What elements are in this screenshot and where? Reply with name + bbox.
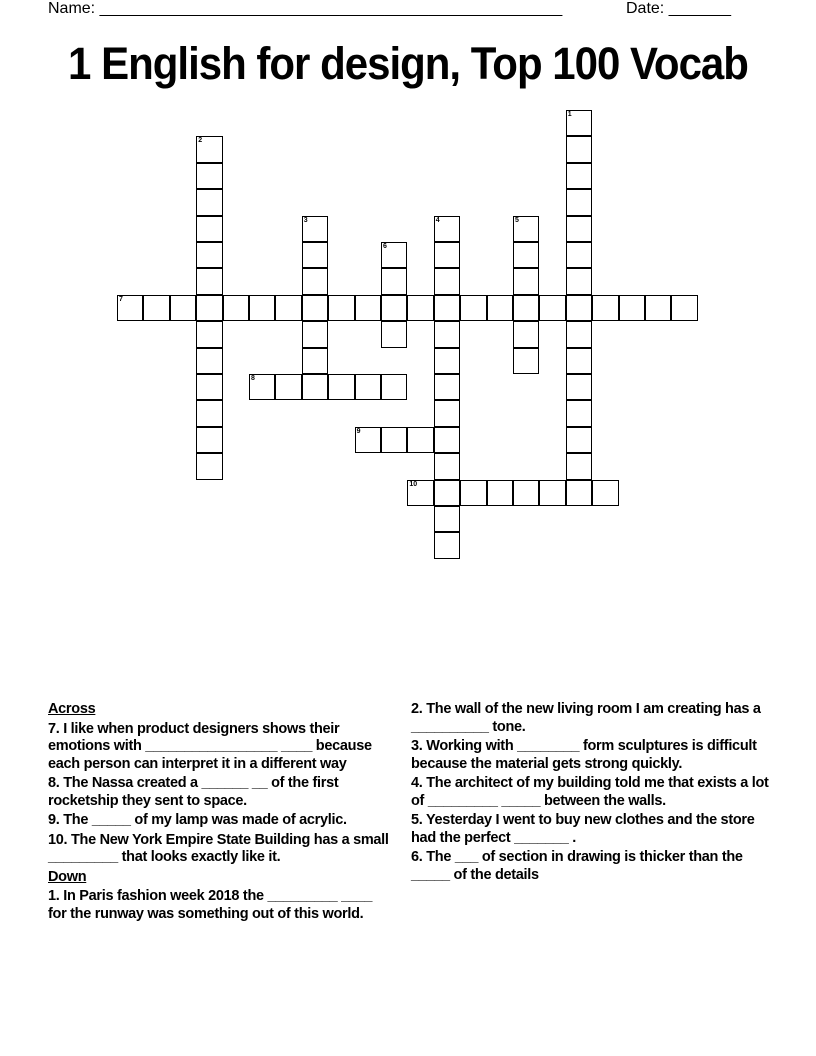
grid-cell[interactable] xyxy=(407,427,433,453)
clue-text: I like when product designers shows their emotions with _________________ ____ because each person can interpret it in a different way xyxy=(48,720,372,772)
clue-text: The ___ of section in drawing is thicker than the _____ of the details xyxy=(411,849,743,883)
grid-cell[interactable] xyxy=(539,480,565,506)
grid-cell[interactable] xyxy=(434,400,460,426)
grid-cell[interactable] xyxy=(302,374,328,400)
grid-cell[interactable] xyxy=(381,295,407,321)
clue-number-label: 5 xyxy=(515,216,519,224)
grid-cell[interactable] xyxy=(196,163,222,189)
name-field-label: Name: ____________________________________________________ xyxy=(48,0,563,17)
grid-cell[interactable] xyxy=(513,321,539,347)
grid-cell[interactable] xyxy=(434,480,460,506)
clue-number-label: 3 xyxy=(303,216,308,224)
clue-item xyxy=(48,812,393,830)
grid-cell[interactable] xyxy=(434,216,460,242)
grid-cell[interactable] xyxy=(355,295,381,321)
grid-cell[interactable] xyxy=(671,295,697,321)
grid-cell[interactable] xyxy=(381,268,407,294)
grid-cell[interactable] xyxy=(566,374,592,400)
clue-number-label: 4 xyxy=(435,216,440,224)
clue-text: The _____ of my lamp was made of acrylic. xyxy=(59,812,347,828)
grid-cell[interactable] xyxy=(302,216,328,242)
grid-cell[interactable] xyxy=(434,321,460,347)
clue-text: The Nassa created a ______ __ of the first rocketship they sent to space. xyxy=(48,775,339,809)
clue-item xyxy=(411,738,781,773)
clue-number-label: 9 xyxy=(356,427,361,435)
grid-cell[interactable] xyxy=(434,348,460,374)
grid-cell[interactable] xyxy=(566,400,592,426)
clue-text: The architect of my building told me that exists a lot of _________ _____ between the walls. xyxy=(411,775,769,809)
grid-cell[interactable] xyxy=(566,348,592,374)
grid-cell[interactable] xyxy=(539,295,565,321)
grid-cell[interactable] xyxy=(566,321,592,347)
grid-cell[interactable] xyxy=(302,321,328,347)
grid-cell[interactable] xyxy=(196,189,222,215)
grid-cell[interactable] xyxy=(275,374,301,400)
clue-number-label: 8 xyxy=(251,375,255,382)
grid-cell[interactable] xyxy=(592,295,618,321)
grid-cell[interactable] xyxy=(355,374,381,400)
clue-number: 7. xyxy=(48,720,60,737)
grid-cell[interactable] xyxy=(434,295,460,321)
grid-cell[interactable] xyxy=(566,268,592,294)
clue-item xyxy=(411,849,781,884)
grid-cell[interactable] xyxy=(302,348,328,374)
grid-cell[interactable] xyxy=(223,295,249,321)
grid-cell[interactable] xyxy=(566,189,592,215)
clue-number: 10. xyxy=(48,831,68,848)
grid-cell[interactable] xyxy=(566,427,592,453)
grid-cell[interactable] xyxy=(196,295,222,321)
grid-cell[interactable] xyxy=(196,348,222,374)
clue-text: The wall of the new living room I am creating has a __________ tone. xyxy=(411,701,761,735)
clue-item xyxy=(48,832,393,867)
clue-item xyxy=(411,812,781,847)
grid-cell[interactable] xyxy=(117,295,143,321)
clue-number: 4. xyxy=(411,775,423,791)
grid-cell[interactable] xyxy=(566,136,592,162)
grid-cell[interactable] xyxy=(460,295,486,321)
clue-item xyxy=(48,721,393,774)
clue-item xyxy=(411,775,781,810)
grid-cell[interactable] xyxy=(513,348,539,374)
down-clue-list-continued xyxy=(411,701,781,884)
grid-cell[interactable] xyxy=(434,453,460,479)
grid-cell[interactable] xyxy=(513,216,539,242)
clues-right-column xyxy=(411,701,781,886)
grid-cell[interactable] xyxy=(249,295,275,321)
grid-cell[interactable] xyxy=(566,163,592,189)
grid-cell[interactable] xyxy=(434,532,460,558)
grid-cell[interactable] xyxy=(196,242,222,268)
grid-cell[interactable] xyxy=(487,480,513,506)
puzzle-title: 1 English for design, Top 100 Vocab xyxy=(68,38,748,89)
clue-number: 1. xyxy=(48,888,60,904)
grid-cell[interactable] xyxy=(196,321,222,347)
grid-cell[interactable] xyxy=(381,242,407,268)
down-heading: Down xyxy=(48,868,87,885)
grid-cell[interactable] xyxy=(328,295,354,321)
grid-cell[interactable] xyxy=(275,295,301,321)
clue-item xyxy=(411,701,781,736)
clue-text: In Paris fashion week 2018 the _________ ____ for the runway was something out of this world. xyxy=(48,888,373,922)
grid-cell[interactable] xyxy=(407,295,433,321)
grid-cell[interactable] xyxy=(196,136,222,162)
clue-number-label: 6 xyxy=(383,243,387,250)
grid-cell[interactable] xyxy=(566,453,592,479)
grid-cell[interactable] xyxy=(302,242,328,268)
clue-number: 9. xyxy=(48,812,60,828)
grid-cell[interactable] xyxy=(566,295,592,321)
grid-cell[interactable] xyxy=(407,480,433,506)
grid-cell[interactable] xyxy=(196,268,222,294)
grid-cell[interactable] xyxy=(381,427,407,453)
grid-cell[interactable] xyxy=(592,480,618,506)
clue-item xyxy=(48,888,393,923)
clue-number-label: 1 xyxy=(567,111,572,118)
grid-cell[interactable] xyxy=(566,480,592,506)
clue-item xyxy=(48,775,393,810)
clue-number-label: 7 xyxy=(119,295,123,303)
grid-cell[interactable] xyxy=(566,216,592,242)
clues-left-column xyxy=(48,701,393,925)
grid-cell[interactable] xyxy=(487,295,513,321)
grid-cell[interactable] xyxy=(513,480,539,506)
grid-cell[interactable] xyxy=(249,374,275,400)
grid-cell[interactable] xyxy=(196,374,222,400)
grid-cell[interactable] xyxy=(170,295,196,321)
grid-cell[interactable] xyxy=(381,321,407,347)
clue-number: 3. xyxy=(411,738,423,754)
clue-text: Yesterday I went to buy new clothes and the store had the perfect _______ . xyxy=(411,812,755,846)
grid-cell[interactable] xyxy=(302,268,328,294)
grid-cell[interactable] xyxy=(460,480,486,506)
grid-cell[interactable] xyxy=(196,400,222,426)
grid-cell[interactable] xyxy=(513,295,539,321)
grid-cell[interactable] xyxy=(196,453,222,479)
clue-text: Working with ________ form sculptures is difficult because the material gets strong quickly. xyxy=(411,738,757,772)
grid-cell[interactable] xyxy=(355,427,381,453)
grid-cell[interactable] xyxy=(143,295,169,321)
down-clue-list xyxy=(48,888,393,923)
grid-cell[interactable] xyxy=(434,427,460,453)
grid-cell[interactable] xyxy=(381,374,407,400)
grid-cell[interactable] xyxy=(566,242,592,268)
grid-cell[interactable] xyxy=(566,110,592,136)
grid-cell[interactable] xyxy=(434,242,460,268)
grid-cell[interactable] xyxy=(196,427,222,453)
grid-cell[interactable] xyxy=(645,295,671,321)
grid-cell[interactable] xyxy=(619,295,645,321)
grid-cell[interactable] xyxy=(434,268,460,294)
grid-cell[interactable] xyxy=(302,295,328,321)
clue-number: 8. xyxy=(48,775,60,791)
date-field-label: Date: _______ xyxy=(626,0,731,17)
across-heading: Across xyxy=(48,701,96,717)
clue-number-label: 10 xyxy=(409,480,418,488)
clue-number: 6. xyxy=(411,849,423,865)
clue-number-label: 2 xyxy=(198,137,203,145)
grid-cell[interactable] xyxy=(434,374,460,400)
clue-number: 2. xyxy=(411,701,423,717)
grid-cell[interactable] xyxy=(513,268,539,294)
grid-cell[interactable] xyxy=(513,242,539,268)
grid-cell[interactable] xyxy=(196,216,222,242)
grid-cell[interactable] xyxy=(328,374,354,400)
grid-cell[interactable] xyxy=(434,506,460,532)
clue-text: The New York Empire State Building has a small _________ that looks exactly like it. xyxy=(48,831,389,865)
across-clue-list xyxy=(48,721,393,867)
clue-number: 5. xyxy=(411,812,423,828)
